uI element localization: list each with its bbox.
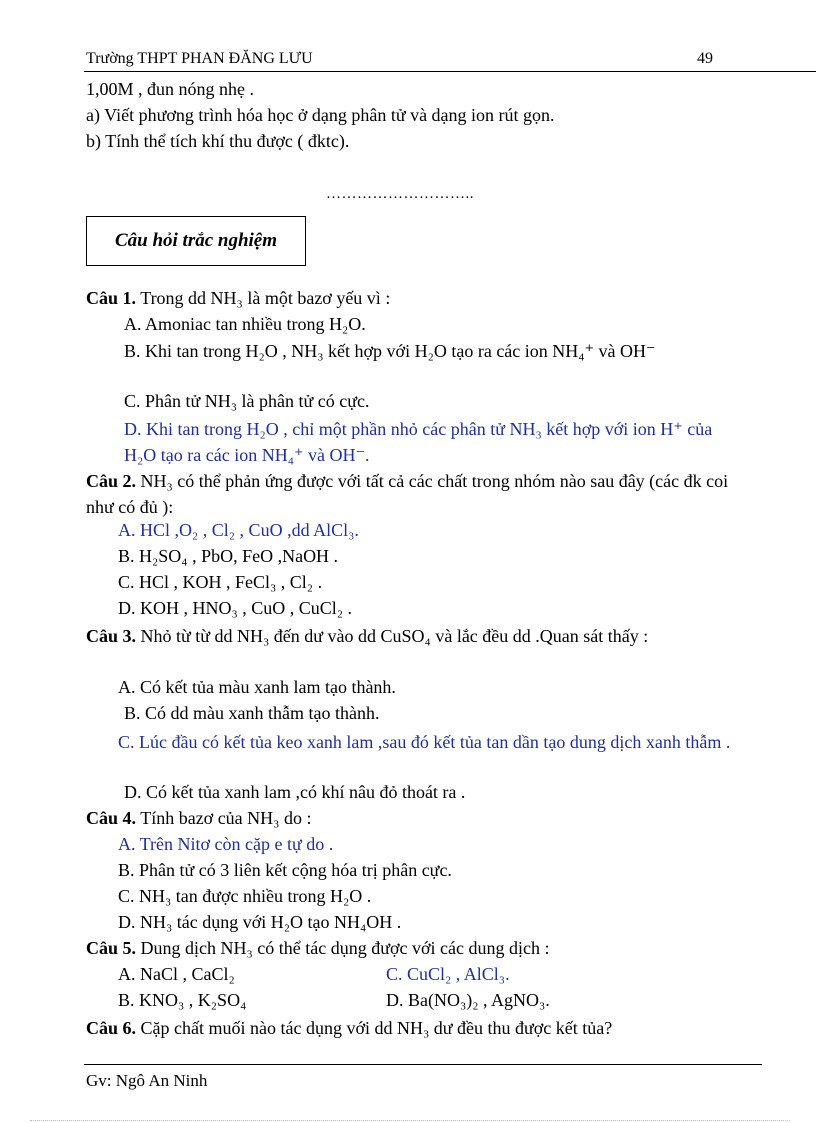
option: B. Khi tan trong H₂O , NH₃ kết hợp với H₂O tạo ra các ion NH₄⁺ và OH⁻ xyxy=(124,341,656,361)
option: C. NH₃ tan được nhiều trong H₂O . xyxy=(118,886,372,906)
question-label: Câu 6. xyxy=(86,1018,137,1038)
option: A. NaCl , CaCl₂ xyxy=(118,964,235,984)
option: B. H₂SO₄ , PbO, FeO ,NaOH . xyxy=(118,546,339,566)
option: D. KOH , HNO₃ , CuO , CuCl₂ . xyxy=(118,598,353,618)
question-4 xyxy=(86,807,311,829)
question-stem: Tính bazơ của NH₃ do : xyxy=(140,808,312,828)
footer-rule xyxy=(84,1064,762,1065)
intro-question-a: a) Viết phương trình hóa học ở dạng phân tử và dạng ion rút gọn. xyxy=(86,105,555,125)
separator: ……………………….. xyxy=(326,186,474,202)
question-label: Câu 2. xyxy=(86,471,137,491)
correct-option: D. Khi tan trong H₂O , chỉ một phần nhỏ các phân tử NH₃ kết hợp với ion H⁺ của H₂O tạo ra các ion NH₄⁺ và OH⁻. xyxy=(124,419,713,465)
option: B. KNO₃ , K₂SO₄ xyxy=(118,990,247,1010)
question-5 xyxy=(86,937,549,959)
option: D. Có kết tủa xanh lam ,có khí nâu đỏ thoát ra . xyxy=(124,782,466,802)
footer-author: Gv: Ngô An Ninh xyxy=(86,1071,208,1090)
question-stem: Cặp chất muối nào tác dụng với dd NH₃ dư đều thu được kết tủa? xyxy=(140,1018,613,1038)
question-stem: NH₃ có thể phản ứng được với tất cả các chất trong nhóm nào sau đây (các đk coi như có đủ ): xyxy=(86,471,729,517)
option: C. HCl , KOH , FeCl₃ , Cl₂ . xyxy=(118,572,323,592)
question-3 xyxy=(86,623,756,649)
question-stem: Trong dd NH₃ là một bazơ yếu vì : xyxy=(140,288,391,308)
question-label: Câu 5. xyxy=(86,938,137,958)
question-stem: Dung dịch NH₃ có thể tác dụng được với các dung dịch : xyxy=(140,938,550,958)
section-title: Câu hỏi trắc nghiệm xyxy=(114,230,278,251)
question-6 xyxy=(86,1015,736,1041)
question-1 xyxy=(86,287,390,309)
correct-option: C. CuCl₂ , AlCl₃. xyxy=(386,964,510,984)
correct-option: A. HCl ,O₂ , Cl₂ , CuO ,dd AlCl₃. xyxy=(118,520,359,540)
intro-question-b: b) Tính thể tích khí thu được ( đktc). xyxy=(86,131,350,151)
question-2 xyxy=(86,468,746,520)
header-rule xyxy=(84,71,816,72)
question-stem: Nhỏ từ từ dd NH₃ đến dư vào dd CuSO₄ và lắc đều dd .Quan sát thấy : xyxy=(140,626,649,646)
question-label: Câu 3. xyxy=(86,626,137,646)
header-school: Trường THPT PHAN ĐĂNG LƯU xyxy=(86,50,313,67)
option: D. Ba(NO₃)₂ , AgNO₃. xyxy=(386,990,550,1010)
option: A. Có kết tủa màu xanh lam tạo thành. xyxy=(118,677,396,697)
footer-dotted-line xyxy=(30,1120,790,1121)
option: A. Amoniac tan nhiều trong H₂O. xyxy=(124,314,366,334)
option: D. NH₃ tác dụng với H₂O tạo NH₄OH . xyxy=(118,912,402,932)
option: B. Có dd màu xanh thẫm tạo thành. xyxy=(124,703,380,723)
page-number: 49 xyxy=(697,50,713,67)
section-title-box xyxy=(86,216,306,266)
intro-line: 1,00M , đun nóng nhẹ . xyxy=(86,79,254,99)
option: C. Phân tử NH₃ là phân tử có cực. xyxy=(124,391,370,411)
correct-option: C. Lúc đầu có kết tủa keo xanh lam ,sau đó kết tủa tan dần tạo dung dịch xanh thẫm . xyxy=(118,732,731,752)
correct-option: A. Trên Nitơ còn cặp e tự do . xyxy=(118,834,334,854)
option: B. Phân tử có 3 liên kết cộng hóa trị phân cực. xyxy=(118,860,452,880)
question-label: Câu 4. xyxy=(86,808,137,828)
question-label: Câu 1. xyxy=(86,288,137,308)
